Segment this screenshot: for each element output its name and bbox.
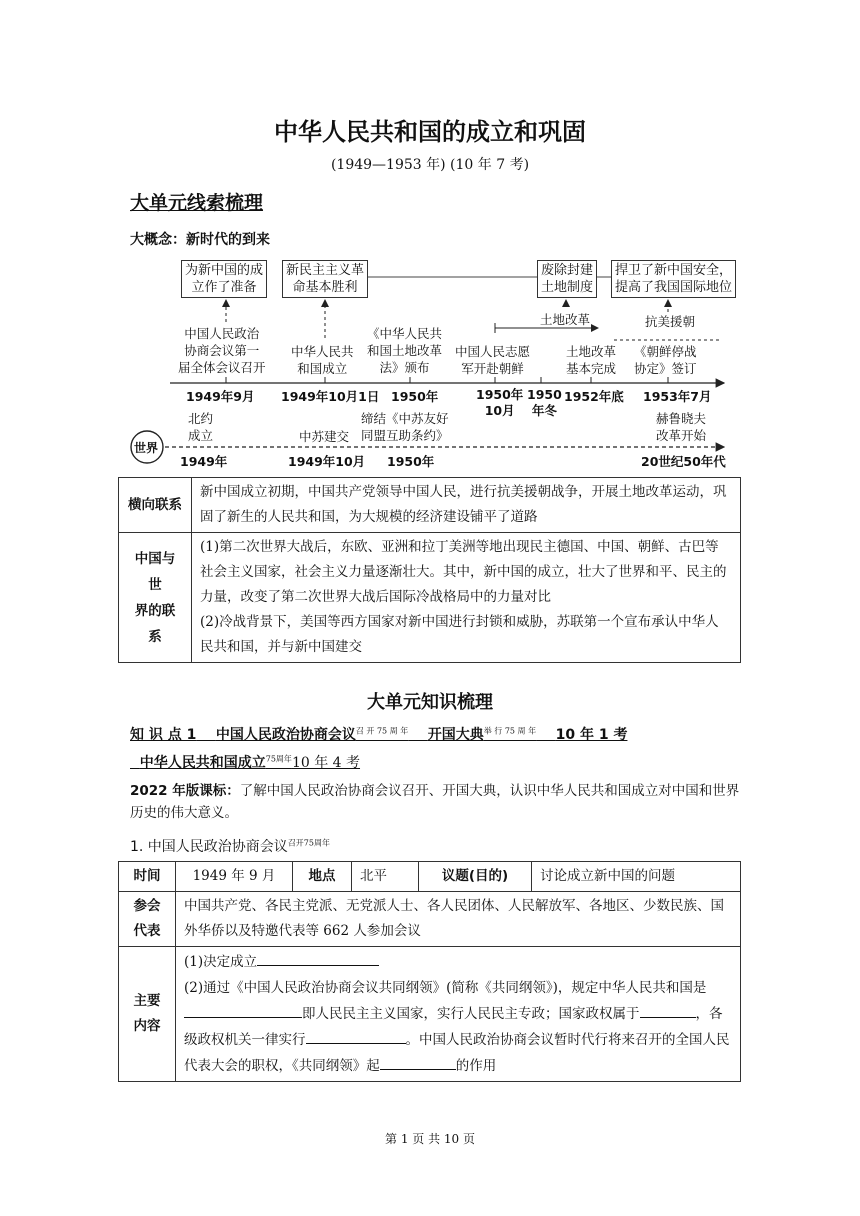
world-event-sino-soviet-relations: 中苏建交 — [299, 429, 350, 444]
connection-point-2: (2)冷战背景下，美国等西方国家对新中国进行封锁和威胁，苏联第一个宣布承认中华人民共和国，并与新中国建交 — [200, 614, 719, 655]
timeline-event-prc-founded: 中华人民共 和国成立 — [291, 344, 354, 376]
cppcc-table — [118, 861, 741, 1082]
timeline-event-volunteers: 中国人民志愿 军开赴朝鲜 — [455, 344, 531, 376]
world-label: 世界 — [134, 441, 159, 455]
timeline-date: 1949年9月 — [186, 389, 255, 404]
content-text: ，各级政权机关一律实行 — [184, 1006, 723, 1048]
table-row — [119, 892, 741, 947]
timeline-lines — [0, 0, 860, 480]
value-time: 1949 年 9 月 — [176, 862, 293, 892]
row-content-horizontal: 新中国成立初期，中国共产党领导中国人民，进行抗美援朝战争，开展土地改革运动，巩固了新生的人民共和国，为大规模的经济建设铺平了道路 — [192, 478, 741, 533]
value-main-content — [176, 947, 741, 1082]
content-text: (2)通过《中国人民政治协商会议共同纲领》(简称《共同纲领》)，规定中华人民共和国是 — [184, 980, 707, 996]
page-title: 中华人民共和国的成立和巩固 — [274, 118, 586, 146]
header-main-content: 主要 内容 — [119, 947, 176, 1082]
row-content-china-world — [192, 533, 741, 663]
world-date: 20世纪50年代 — [641, 454, 726, 469]
timeline-event-armistice: 《朝鲜停战 协定》签订 — [634, 344, 697, 376]
big-concept: 大概念：新时代的到来 — [130, 232, 270, 248]
subsection-heading — [130, 836, 330, 856]
standard-label: 2022 年版课标： — [130, 783, 240, 799]
table-row — [119, 478, 741, 533]
content-text: 即人民民主主义国家，实行人民民主专政；国家政权属于 — [302, 1006, 640, 1022]
connection-point-1: (1)第二次世界大战后，东欧、亚洲和拉丁美洲等地出现民主德国、中国、朝鲜、古巴等社会主义国家，社会主义力量逐渐壮大。其中，新中国的成立，壮大了世界和平、民主的力量，改变了第二次世界大战后国际冷战格局中的力量对比 — [200, 539, 727, 605]
table-row — [119, 947, 741, 1082]
fill-blank-1[interactable] — [257, 951, 379, 966]
kp-item-prc: 中华人民共和国成立 — [139, 755, 266, 771]
knowledge-point-line-2 — [130, 752, 360, 772]
timeline-date: 1949年10月1日 — [281, 389, 380, 404]
kp-prefix: 知 识 点 1 — [130, 727, 197, 743]
header-place: 地点 — [293, 862, 352, 892]
content-item-1 — [184, 949, 732, 975]
table-row — [119, 862, 741, 892]
timeline-event-land-reform-law: 《中华人民共 和国土地改革 法》颁布 — [367, 326, 443, 375]
subsection-sup: 召开75周年 — [287, 838, 330, 848]
world-date: 1949年10月 — [288, 454, 366, 469]
value-place: 北平 — [352, 862, 419, 892]
header-time: 时间 — [119, 862, 176, 892]
timeline-box-preparation: 为新中国的成 立作了准备 — [181, 260, 267, 298]
section-heading-timeline: 大单元线索梳理 — [130, 192, 264, 214]
content-text: 。中国人民政治协商会议暂时代行将来召开的全国人民代表大会的职权，《共同纲领》起 — [184, 1032, 730, 1074]
kp-sup: 召 开 75 周 年 — [355, 726, 409, 736]
timeline-range-land-reform: 土地改革 — [540, 312, 591, 327]
row-header-text: 中国与世 界的联系 — [134, 550, 176, 645]
knowledge-point-line-1 — [130, 724, 730, 744]
world-event-sino-soviet-treaty: 缔结《中苏友好 同盟互助条约》 — [361, 411, 449, 443]
kp-item-ceremony: 开国大典 — [427, 727, 484, 743]
world-date: 1950年 — [387, 454, 435, 469]
curriculum-standard — [130, 780, 740, 824]
timeline-date: 1952年底 — [564, 389, 624, 404]
kp-count: 10 年 4 考 — [291, 755, 361, 771]
page-subtitle: (1949—1953 年) (10 年 7 考) — [330, 157, 530, 173]
fill-blank-2[interactable] — [184, 1003, 302, 1018]
timeline-date: 1950年 — [391, 389, 439, 404]
value-representatives: 中国共产党、各民主党派、无党派人士、各人民团体、人民解放军、各地区、少数民族、国外华侨以及特邀代表等 662 人参加会议 — [176, 892, 741, 947]
subsection-title: 1. 中国人民政治协商会议 — [130, 839, 288, 855]
content-item-2 — [184, 975, 732, 1079]
timeline-event-cppcc: 中国人民政治 协商会议第一 届全体会议召开 — [178, 326, 266, 375]
standard-text: 了解中国人民政治协商会议召开、开国大典，认识中华人民共和国成立对中国和世界历史的伟大意义。 — [130, 783, 740, 821]
kp-sup: 举 行 75 周 年 — [483, 726, 537, 736]
world-event-khrushchev-reform: 赫鲁晓夫 改革开始 — [656, 411, 707, 443]
section-heading-knowledge: 大单元知识梳理 — [367, 692, 493, 713]
fill-blank-3[interactable] — [640, 1003, 696, 1018]
header-representatives: 参会 代表 — [119, 892, 176, 947]
content-text: (1)决定成立 — [184, 954, 258, 970]
table-row — [119, 533, 741, 663]
kp-sup: 75周年 — [265, 754, 292, 764]
timeline-box-revolution-victory: 新民主主义革 命基本胜利 — [282, 260, 368, 298]
world-event-nato: 北约 成立 — [188, 411, 214, 443]
row-header-china-world — [119, 533, 192, 663]
fill-blank-5[interactable] — [380, 1055, 456, 1070]
header-topic: 议题(目的) — [419, 862, 532, 892]
timeline-box-security-status: 捍卫了新中国安全， 提高了我国国际地位 — [611, 260, 736, 298]
world-date: 1949年 — [180, 454, 228, 469]
content-text: 的作用 — [455, 1058, 497, 1074]
timeline-date: 1953年7月 — [643, 389, 712, 404]
page-footer: 第 1 页 共 10 页 — [385, 1132, 475, 1146]
kp-item-cppcc: 中国人民政治协商会议 — [215, 727, 356, 743]
fill-blank-4[interactable] — [306, 1029, 406, 1044]
value-topic: 讨论成立新中国的问题 — [532, 862, 741, 892]
timeline-date: 1950年 10月 — [476, 387, 524, 418]
timeline-date: 1950 年冬 — [527, 387, 562, 418]
connections-table — [118, 477, 741, 663]
kp-count: 10 年 1 考 — [555, 727, 628, 743]
row-header-horizontal: 横向联系 — [119, 478, 192, 533]
timeline-range-resist-us-aid-korea: 抗美援朝 — [645, 314, 696, 329]
timeline-event-land-reform-done: 土地改革 基本完成 — [566, 344, 617, 376]
timeline-box-abolish-feudal-land: 废除封建 土地制度 — [537, 260, 597, 298]
